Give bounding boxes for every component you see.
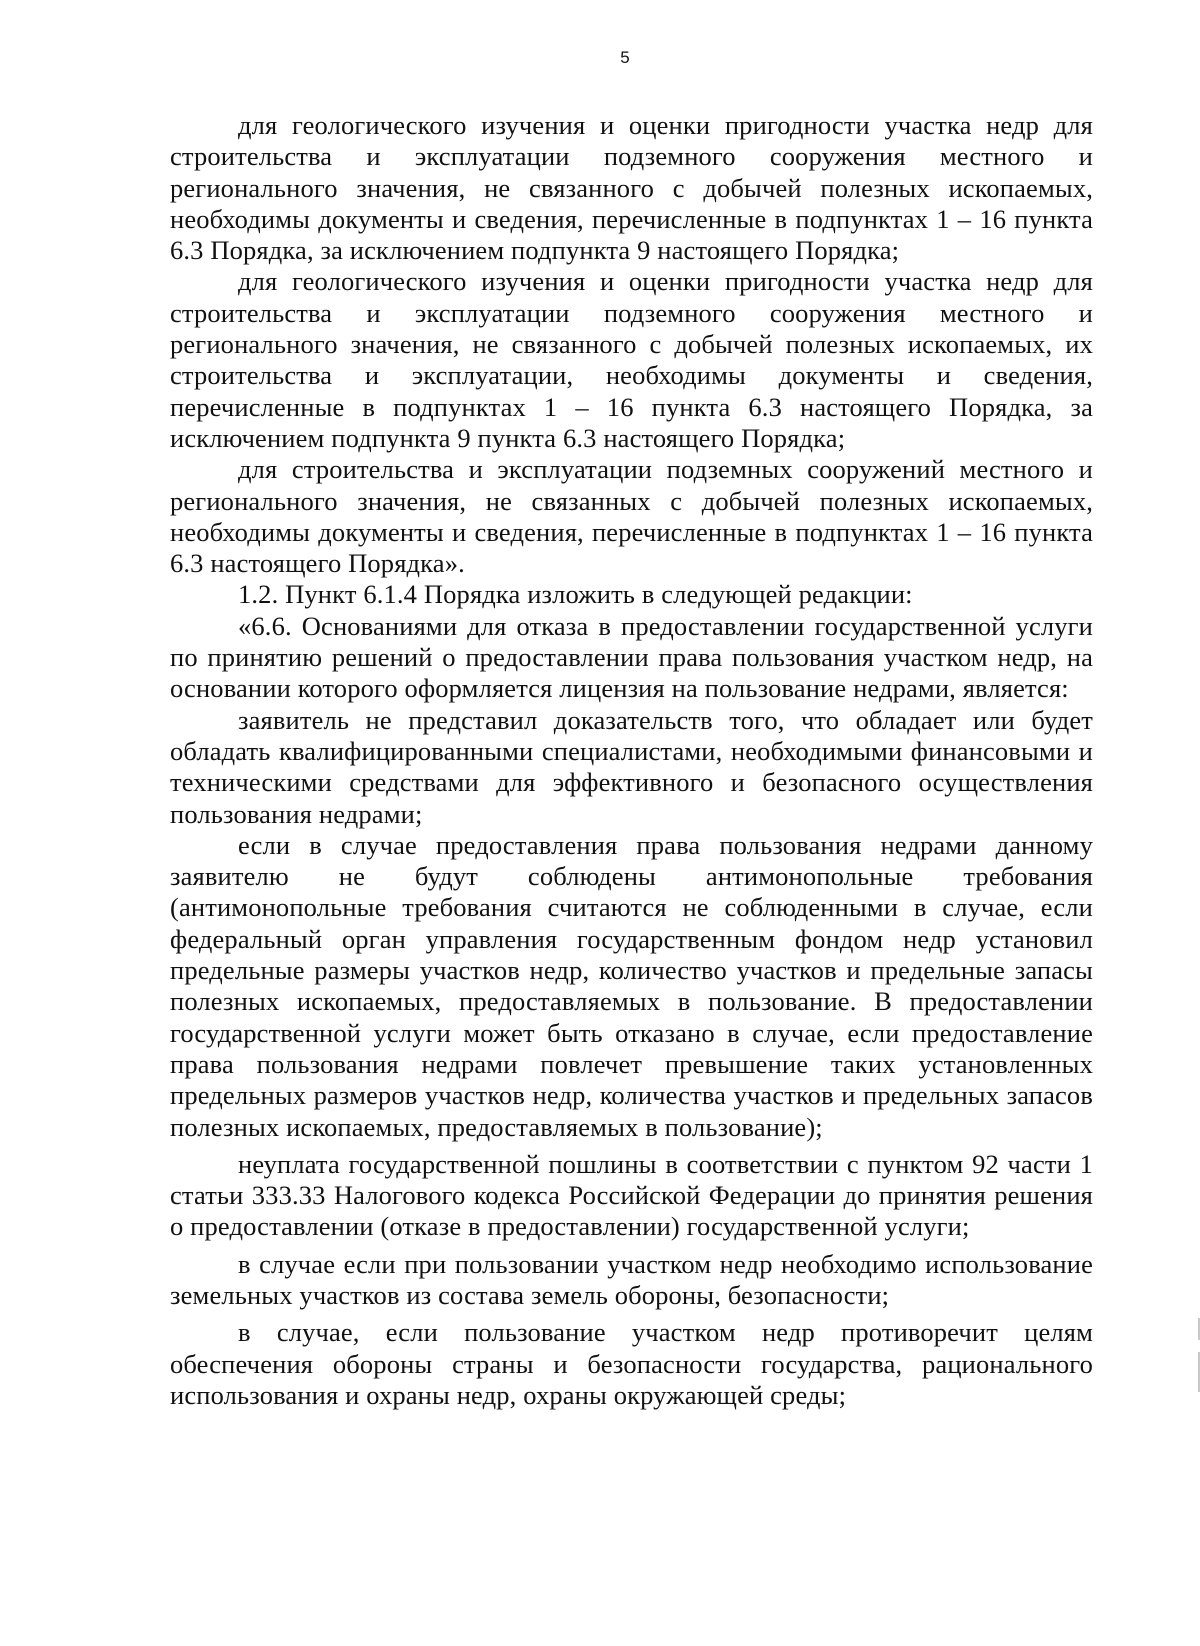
paragraph: в случае если при пользовании участком недр необходимо использование земельных участков из состава земель обороны, безопасности; [170, 1248, 1093, 1310]
paragraph: если в случае предоставления права пользования недрами данному заявителю не будут соблюдены антимонопольные требования (антимонопольные требования считаются не соблюденными в случае, если федеральный орган управления государственным фондом недр установил предельные размеры участков недр, количество участков и предельные запасы полезных ископаемых, предоставляемых в пользование. В предоставлении государственной услуги может быть отказано в случае, если предоставление права пользования недрами повлечет превышение таких установленных предельных размеров участков недр, количества участков и предельных запасов полезных ископаемых, предоставляемых в пользование); [170, 829, 1093, 1142]
paragraph: в случае, если пользование участком недр противоречит целям обеспечения обороны страны и безопасности государства, рационального использования и охраны недр, охраны окружающей среды; [170, 1317, 1093, 1410]
paragraph: для строительства и эксплуатации подземных сооружений местного и регионального значения, не связанных с добычей полезных ископаемых, необходимы документы и сведения, перечисленные в подпунктах 1 – 16 пункта 6.3 настоящего Порядка». [170, 454, 1093, 579]
paragraph: для геологического изучения и оценки пригодности участка недр для строительства и эксплуатации подземного сооружения местного и регионального значения, не связанного с добычей полезных ископаемых, необходимы документы и сведения, перечисленные в подпунктах 1 – 16 пункта 6.3 Порядка, за исключением подпункта 9 настоящего Порядка; [170, 110, 1093, 266]
page-number: 5 [620, 48, 630, 67]
document-body [170, 110, 1093, 1411]
paragraph: для геологического изучения и оценки пригодности участка недр для строительства и эксплуатации подземного сооружения местного и регионального значения, не связанного с добычей полезных ископаемых, их строительства и эксплуатации, необходимы документы и сведения, перечисленные в подпунктах 1 – 16 пункта 6.3 настоящего Порядка, за исключением подпункта 9 пункта 6.3 настоящего Порядка; [170, 266, 1093, 453]
paragraph: заявитель не представил доказательств того, что обладает или будет обладать квалифицированными специалистами, необходимыми финансовыми и техническими средствами для эффективного и безопасного осуществления пользования недрами; [170, 704, 1093, 829]
paragraph: 1.2. Пункт 6.1.4 Порядка изложить в следующей редакции: [238, 579, 913, 610]
paragraph: неуплата государственной пошлины в соответствии с пунктом 92 части 1 статьи 333.33 Налогового кодекса Российской Федерации до принятия решения о предоставлении (отказе в предоставлении) государственной услуги; [170, 1148, 1093, 1242]
paragraph: «6.6. Основаниями для отказа в предоставлении государственной услуги по принятию решений о предоставлении права пользования участком недр, на основании которого оформляется лицензия на пользование недрами, является: [170, 610, 1093, 704]
